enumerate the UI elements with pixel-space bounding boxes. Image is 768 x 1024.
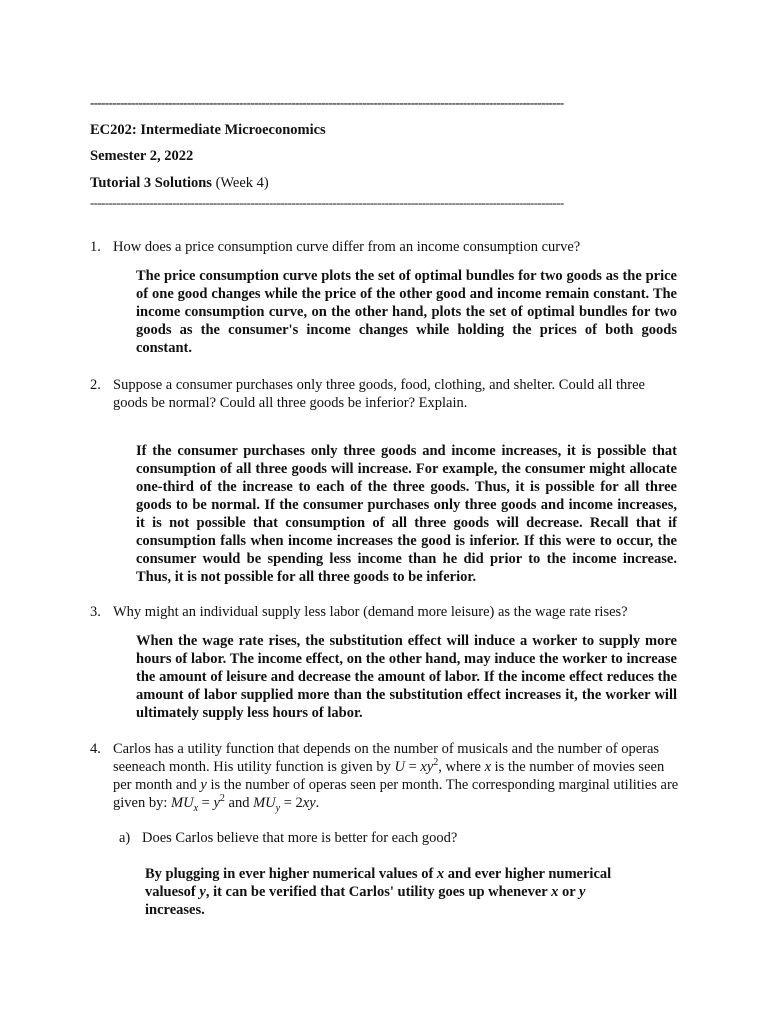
- subquestion-text: Does Carlos believe that more is better for each good?: [142, 830, 458, 846]
- question-number: 1.: [90, 239, 101, 255]
- header-rule-top: -------------------------------------------------------------------------------------------------------------------------------: [90, 96, 564, 110]
- question-text: Carlos has a utility function that depends on the number of musicals and the number of operas seeneach month. His utility function is given by $U = xy^2$, where x is the number of movies seen per month and y is the number of operas seen per month. The corresponding marginal utilities are given by: $MU_x = y^2$ and $MU_y = 2xy$.: [113, 741, 679, 814]
- question-number: 2.: [90, 377, 101, 393]
- question-text: How does a price consumption curve differ from an income consumption curve?: [113, 239, 581, 255]
- question-text: Why might an individual supply less labor (demand more leisure) as the wage rate rises?: [113, 604, 628, 620]
- header-rule-bottom: -------------------------------------------------------------------------------------------------------------------------------: [90, 196, 564, 210]
- question-number: 3.: [90, 604, 101, 620]
- question-4a: [119, 829, 457, 847]
- semester-line: Semester 2, 2022: [90, 148, 194, 164]
- answer-4a: By plugging in ever higher numerical values of x and ever higher numerical valuesof y, it can be verified that Carlos' utility goes up whenever x or y increases.: [145, 866, 612, 918]
- question-1: [90, 238, 680, 256]
- course-title: EC202: Intermediate Microeconomics: [90, 122, 326, 138]
- subquestion-label: a): [119, 830, 131, 846]
- question-number: 4.: [90, 741, 101, 757]
- answer-3: When the wage rate rises, the substitution effect will induce a worker to supply more hours of labor. The income effect, on the other hand, may induce the worker to increase the amount of leisure and decrease the amount of labor. If the income effect reduces the amount of labor supplied more than the substitution effect increases it, the worker will ultimately supply less hours of labor.: [136, 633, 677, 721]
- answer-1: The price consumption curve plots the set of optimal bundles for two goods as the price of one good changes while the price of the other good and income remain constant. The income consumption curve, on the other hand, plots the set of optimal bundles for two goods as the consumer's income changes while holding the prices of both goods constant.: [136, 268, 677, 356]
- tutorial-title: Tutorial 3 Solutions (Week 4): [90, 175, 269, 191]
- answer-2: If the consumer purchases only three goods and income increases, it is possible that consumption of all three goods will increase. For example, the consumer might allocate one-third of the increase to each of the three goods. Thus, it is possible for all three goods to be normal. If the consumer purchases only three goods and income increases, it is not possible that consumption of all three goods will decrease. Recall that if consumption falls when income increases the good is inferior. If this were to occur, the consumer would be spending less income than he did prior to the income increase. Thus, it is not possible for all three goods to be inferior.: [136, 443, 677, 585]
- question-3: [90, 603, 680, 621]
- question-2: [90, 376, 680, 412]
- question-text: Suppose a consumer purchases only three goods, food, clothing, and shelter. Could all three goods be normal? Could all three goods be inferior? Explain.: [113, 377, 645, 411]
- question-4: [90, 740, 680, 812]
